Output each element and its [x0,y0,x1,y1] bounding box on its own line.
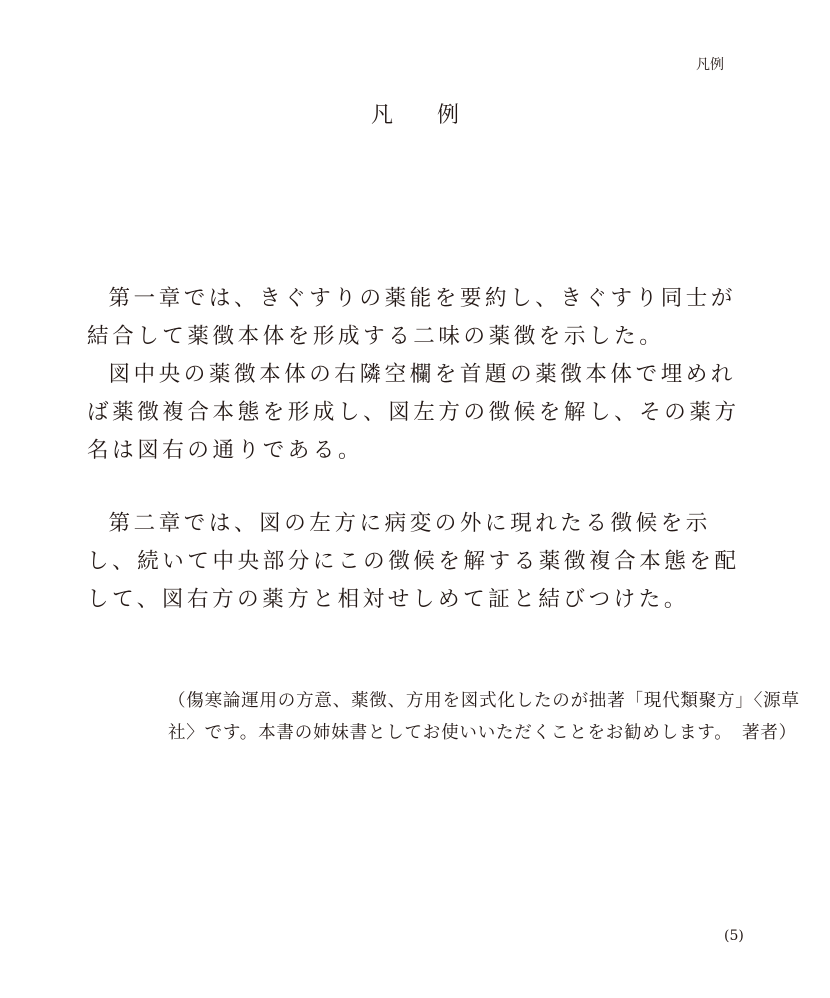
author-note [168,685,800,749]
chapter-1-section [87,280,749,470]
page-number: (5) [724,928,744,944]
title-char-2: 例 [437,103,460,128]
title-char-1: 凡 [370,103,393,128]
author-note-line-2: 社〉です。本書の姉妹書としてお使いいただくことをお勧めします。 著者） [168,723,797,743]
chapter-1-paragraph-2: 図中央の薬徴本体の右隣空欄を首題の薬徴本体で埋めれば薬徴複合本態を形成し、図左方の徴候を解し、その薬方名は図右の通りである。 [87,362,740,463]
page-title [0,98,830,129]
chapter-2-paragraph-1: 第二章では、図の左方に病変の外に現れたる徴候を示し、続いて中央部分にこの徴候を解する薬徴複合本態を配して、図右方の薬方と相対せしめて証と結びつけた。 [87,511,740,612]
author-note-line-1: （傷寒論運用の方意、薬徴、方用を図式化したのが拙著「現代類聚方」〈源草 [168,691,800,711]
chapter-2-section [87,505,749,619]
chapter-1-paragraph-1: 第一章では、きぐすりの薬能を要約し、きぐすり同士が結合して薬徴本体を形成する二味の薬徴を示した。 [87,286,737,349]
running-head: 凡例 [696,57,724,73]
